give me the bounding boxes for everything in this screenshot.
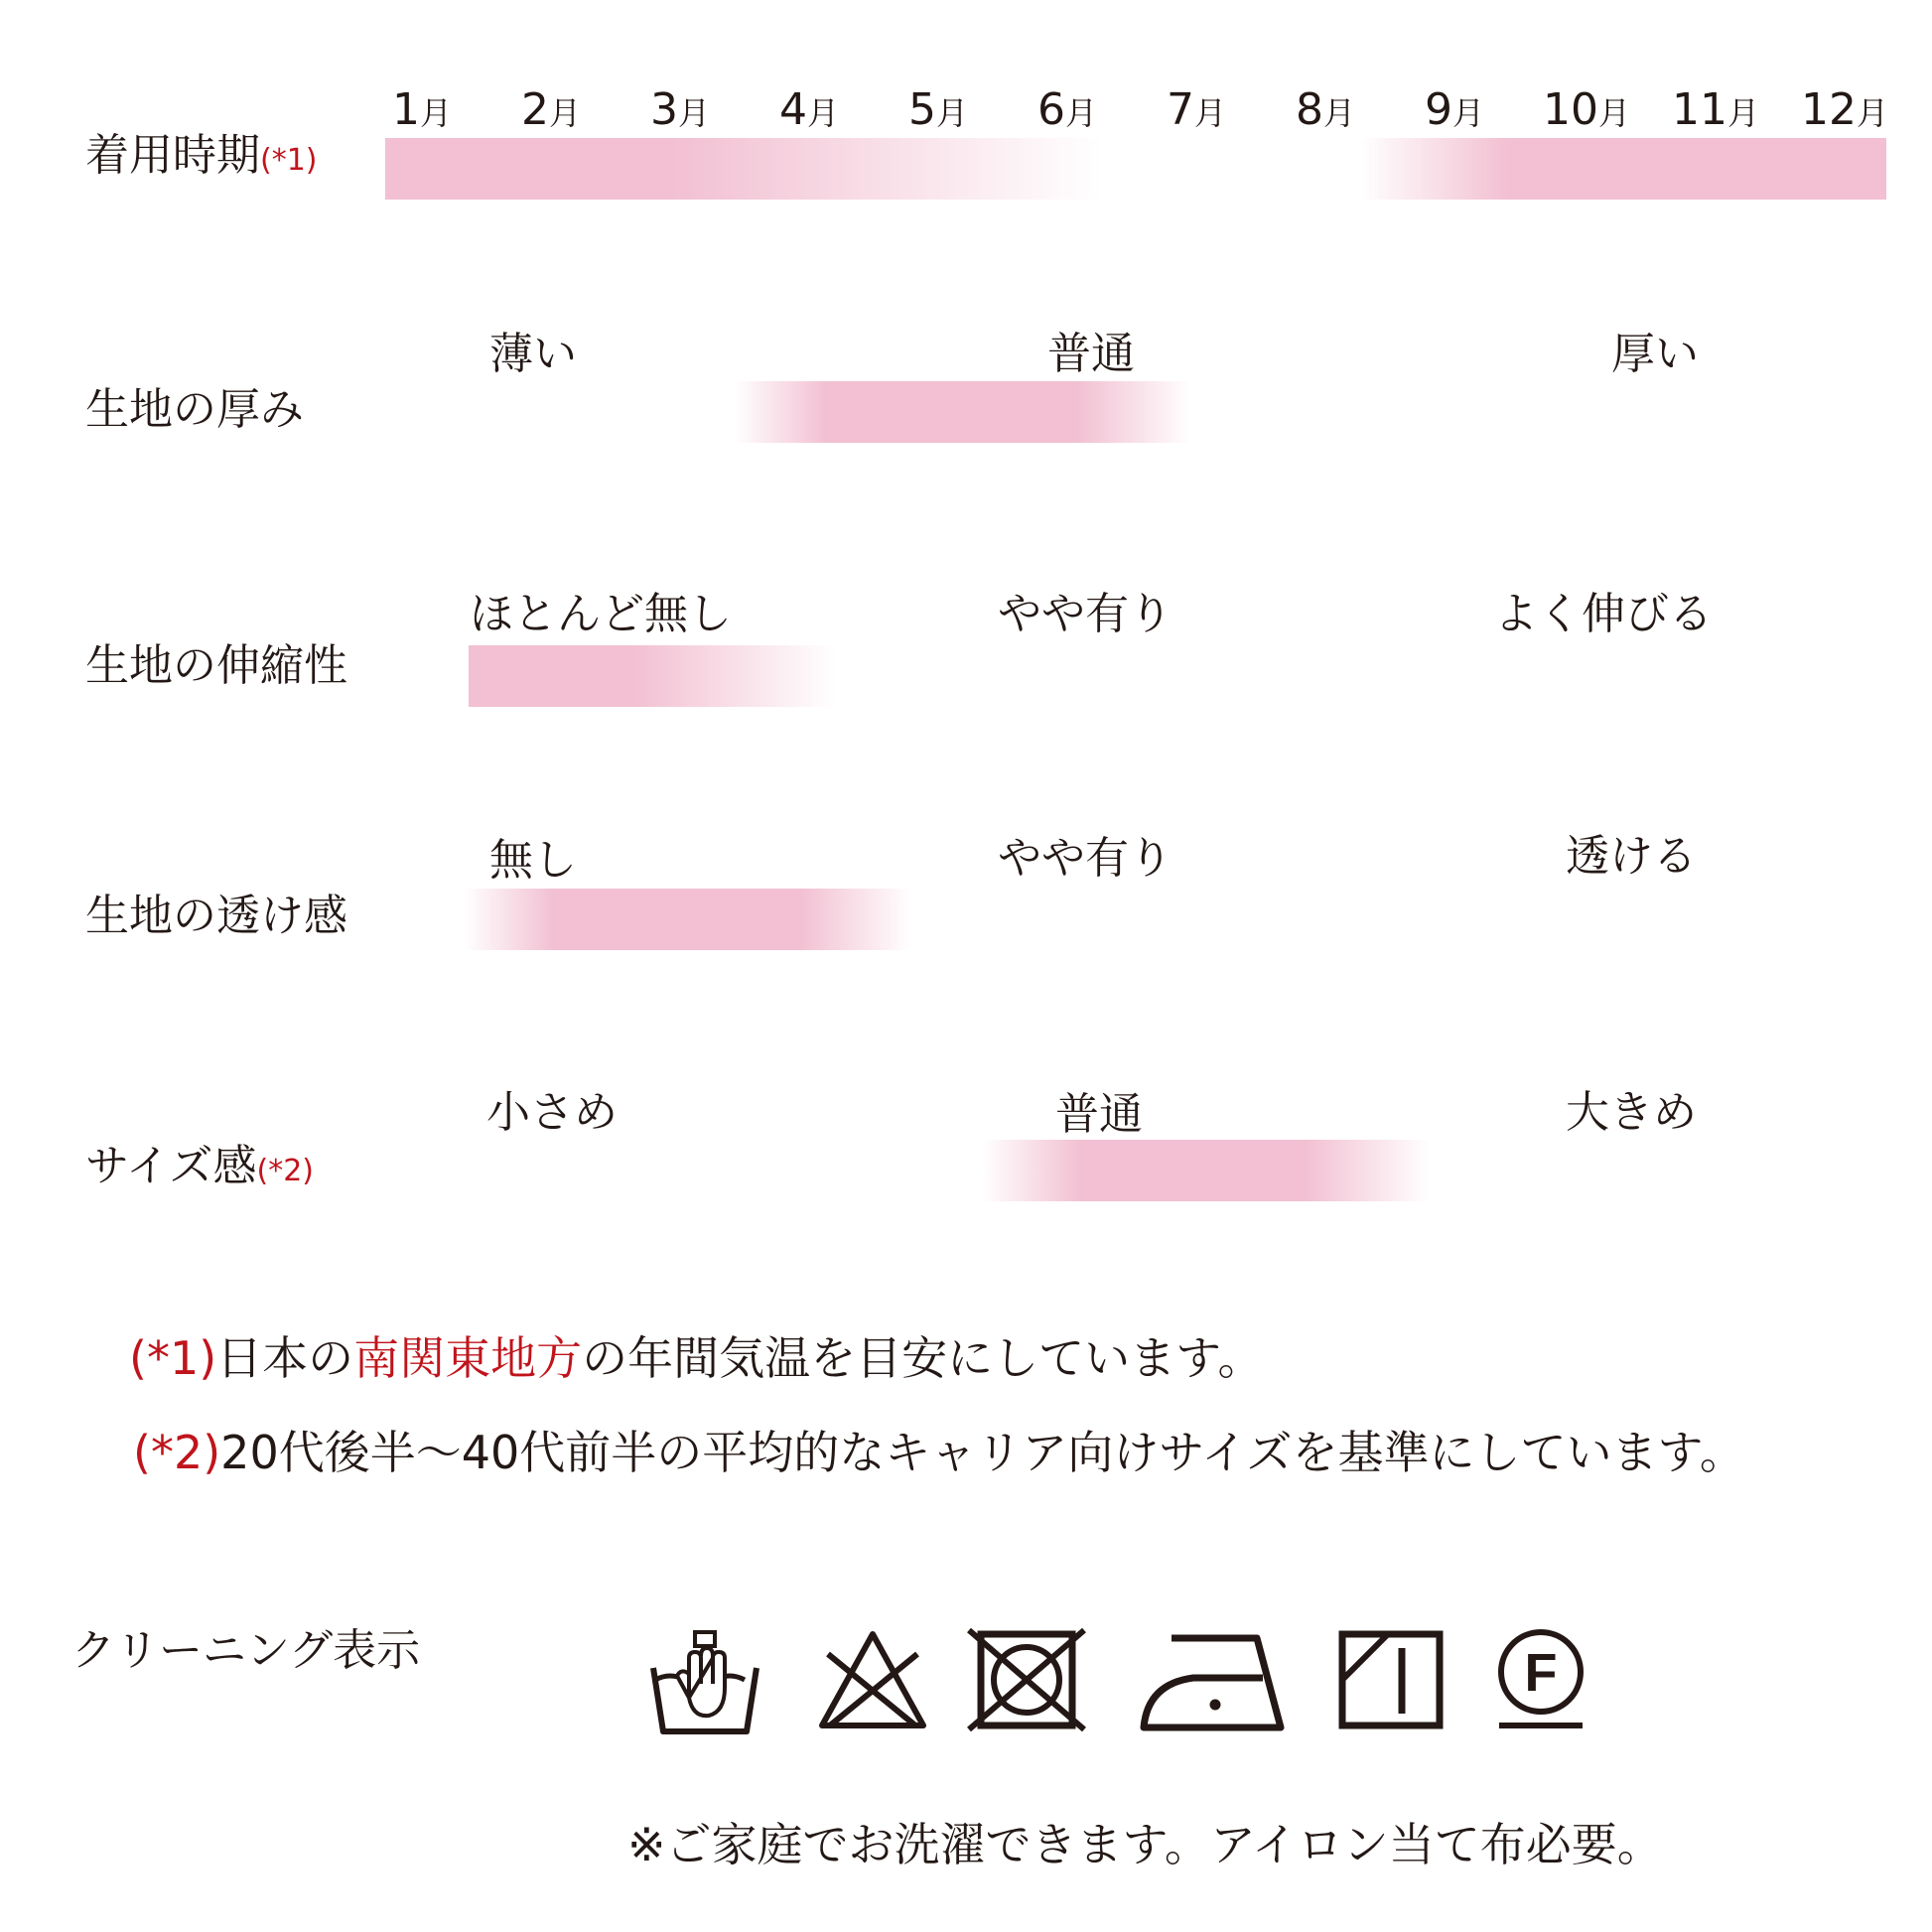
- month-5: 5月: [907, 84, 968, 135]
- month-2: 2月: [520, 84, 581, 135]
- size-bar: [983, 1140, 1430, 1201]
- season-label-text: 着用時期: [85, 130, 260, 181]
- size-label-text: サイズ感: [85, 1141, 257, 1191]
- thickness-scale-low: 薄い: [489, 329, 577, 379]
- size-scale-low: 小さめ: [486, 1087, 618, 1138]
- no-bleach-icon: [816, 1628, 929, 1731]
- footnote-1: [129, 1330, 1264, 1386]
- sheer-scale-mid: やや有り: [998, 833, 1173, 884]
- size-note-mark: (*2): [256, 1154, 314, 1188]
- hand-wash-icon: [645, 1628, 764, 1737]
- stretch-scale-low: ほとんど無し: [470, 589, 732, 639]
- stretch-bar: [469, 645, 836, 707]
- size-scale-high: 大きめ: [1566, 1087, 1697, 1138]
- sheer-label: 生地の透け感: [85, 891, 347, 941]
- footnote-1-pre: 日本の: [216, 1331, 354, 1385]
- month-6: 6月: [1036, 84, 1097, 135]
- stretch-scale-mid: やや有り: [998, 589, 1173, 639]
- footnote-1-post: の年間気温を目安にしています。: [582, 1331, 1264, 1385]
- month-3: 3月: [649, 84, 710, 135]
- month-10: 10月: [1542, 84, 1630, 135]
- stretch-scale-high: よく伸びる: [1494, 589, 1713, 639]
- season-bar-spring: [385, 138, 1102, 200]
- month-9: 9月: [1424, 84, 1484, 135]
- season-bar-autumn: [1360, 138, 1886, 200]
- thickness-label: 生地の厚み: [85, 384, 304, 435]
- thickness-bar: [735, 381, 1191, 443]
- iron-low-icon: [1140, 1628, 1285, 1733]
- season-note-mark: (*1): [260, 143, 318, 178]
- month-12: 12月: [1800, 84, 1888, 135]
- footnote-2-text: 20代後半～40代前半の平均的なキャリア向けサイズを基準にしています。: [220, 1426, 1745, 1479]
- month-1: 1月: [391, 84, 452, 135]
- sheer-bar: [465, 889, 911, 950]
- sheer-scale-high: 透ける: [1566, 831, 1697, 882]
- stretch-label: 生地の伸縮性: [85, 640, 347, 691]
- size-scale-mid: 普通: [1055, 1089, 1143, 1140]
- size-label: [85, 1142, 314, 1196]
- month-7: 7月: [1166, 84, 1226, 135]
- cleaning-note: ※ご家庭でお洗濯できます。アイロン当て布必要。: [627, 1818, 1663, 1871]
- month-4: 4月: [778, 84, 839, 135]
- season-label: [85, 131, 318, 186]
- thickness-scale-high: 厚い: [1611, 329, 1699, 379]
- dry-clean-f-letter: F: [1524, 1643, 1558, 1703]
- dry-clean-f-icon: [1491, 1628, 1590, 1731]
- month-11: 11月: [1671, 84, 1759, 135]
- no-tumble-dry-icon: [965, 1628, 1088, 1731]
- footnote-2-mark: (*2): [133, 1426, 221, 1479]
- footnote-2: [133, 1425, 1745, 1480]
- drip-dry-shade-icon: [1336, 1628, 1446, 1731]
- cleaning-label: クリーニング表示: [71, 1625, 421, 1676]
- footnote-1-mark: (*1): [129, 1331, 217, 1385]
- sheer-scale-low: 無し: [489, 835, 577, 886]
- month-8: 8月: [1295, 84, 1355, 135]
- thickness-scale-mid: 普通: [1047, 329, 1135, 379]
- footnote-1-region: 南関東地方: [353, 1331, 583, 1385]
